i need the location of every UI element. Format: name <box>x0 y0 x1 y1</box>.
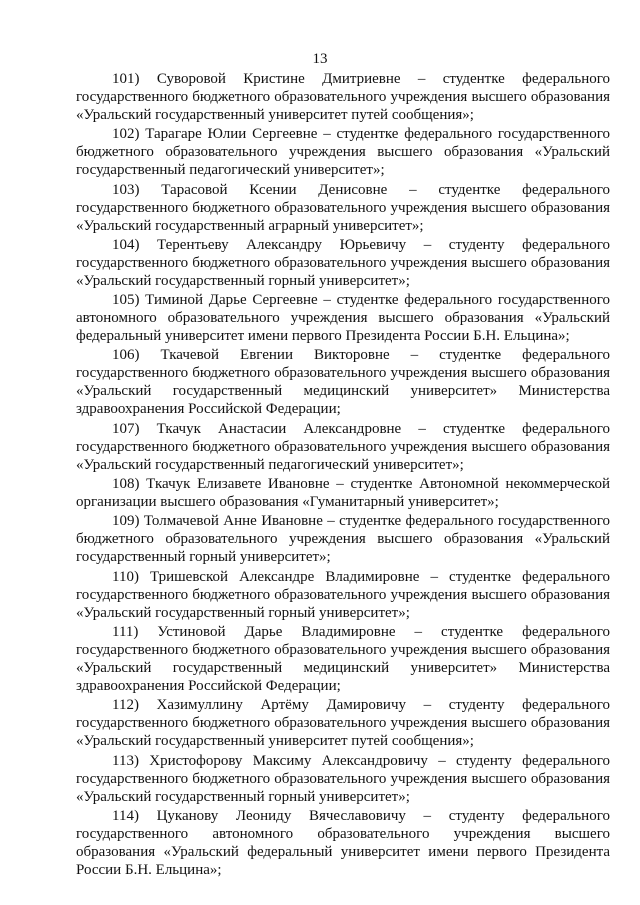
list-item-109: 109) Толмачевой Анне Ивановне – студентке федерального государственного бюджетного образовательного учреждения высшего образования «Уральский государственный горный университет»; <box>76 513 610 566</box>
list-item-112: 112) Хазимуллину Артёму Дамировичу – студенту федерального государственного бюджетного образовательного учреждения высшего образования «Уральский государственный университет путей сообщения»; <box>76 697 610 750</box>
list-item-102: 102) Тарагаре Юлии Сергеевне – студентке федерального государственного бюджетного образовательного учреждения высшего образования «Уральский государственный педагогический университет»; <box>76 126 610 179</box>
list-item-114: 114) Цуканову Леониду Вячеславовичу – студенту федерального государственного автономного образовательного учреждения высшего образования «Уральский федеральный университет имени первого Президента России Б.Н. Ельцина»; <box>76 807 610 878</box>
list-item-113: 113) Христофорову Максиму Александровичу – студенту федерального государственного бюджетного образовательного учреждения высшего образования «Уральский государственный горный университет»; <box>76 752 610 805</box>
list-item-105: 105) Тиминой Дарье Сергеевне – студентке федерального государственного автономного образовательного учреждения высшего образования «Уральский федеральный университет имени первого Президента России Б.Н. Ельцина»; <box>76 292 610 345</box>
list-item-104: 104) Терентьеву Александру Юрьевичу – студенту федерального государственного бюджетного образовательного учреждения высшего образования «Уральский государственный горный университет»; <box>76 236 610 289</box>
list-item-106: 106) Ткачевой Евгении Викторовне – студентке федерального государственного бюджетного образовательного учреждения высшего образования «Уральский государственный медицинский университет» Министерства здравоохранения Российской Федерации; <box>76 347 610 418</box>
list-item-108: 108) Ткачук Елизавете Ивановне – студентке Автономной некоммерческой организации высшего образования «Гуманитарный университет»; <box>76 476 610 511</box>
list-item-101: 101) Суворовой Кристине Дмитриевне – студентке федерального государственного бюджетного образовательного учреждения высшего образования «Уральский государственный университет путей сообщения»; <box>76 71 610 123</box>
list-item-107: 107) Ткачук Анастасии Александровне – студентке федерального государственного бюджетного образовательного учреждения высшего образования «Уральский государственный педагогический университет»; <box>76 420 610 473</box>
list-item-103: 103) Тарасовой Ксении Денисовне – студентке федерального государственного бюджетного образовательного учреждения высшего образования «Уральский государственный аграрный университет»; <box>76 181 610 234</box>
list-item-110: 110) Тришевской Александре Владимировне – студентке федерального государственного бюджетного образовательного учреждения высшего образования «Уральский государственный горный университет»; <box>76 568 610 621</box>
award-recipient-list <box>76 70 610 880</box>
page-number: 13 <box>312 51 328 67</box>
list-item-111: 111) Устиновой Дарье Владимировне – студентке федерального государственного бюджетного образовательного учреждения высшего образования «Уральский государственный медицинский университет» Министерства здравоохранения Российской Федерации; <box>76 623 610 694</box>
